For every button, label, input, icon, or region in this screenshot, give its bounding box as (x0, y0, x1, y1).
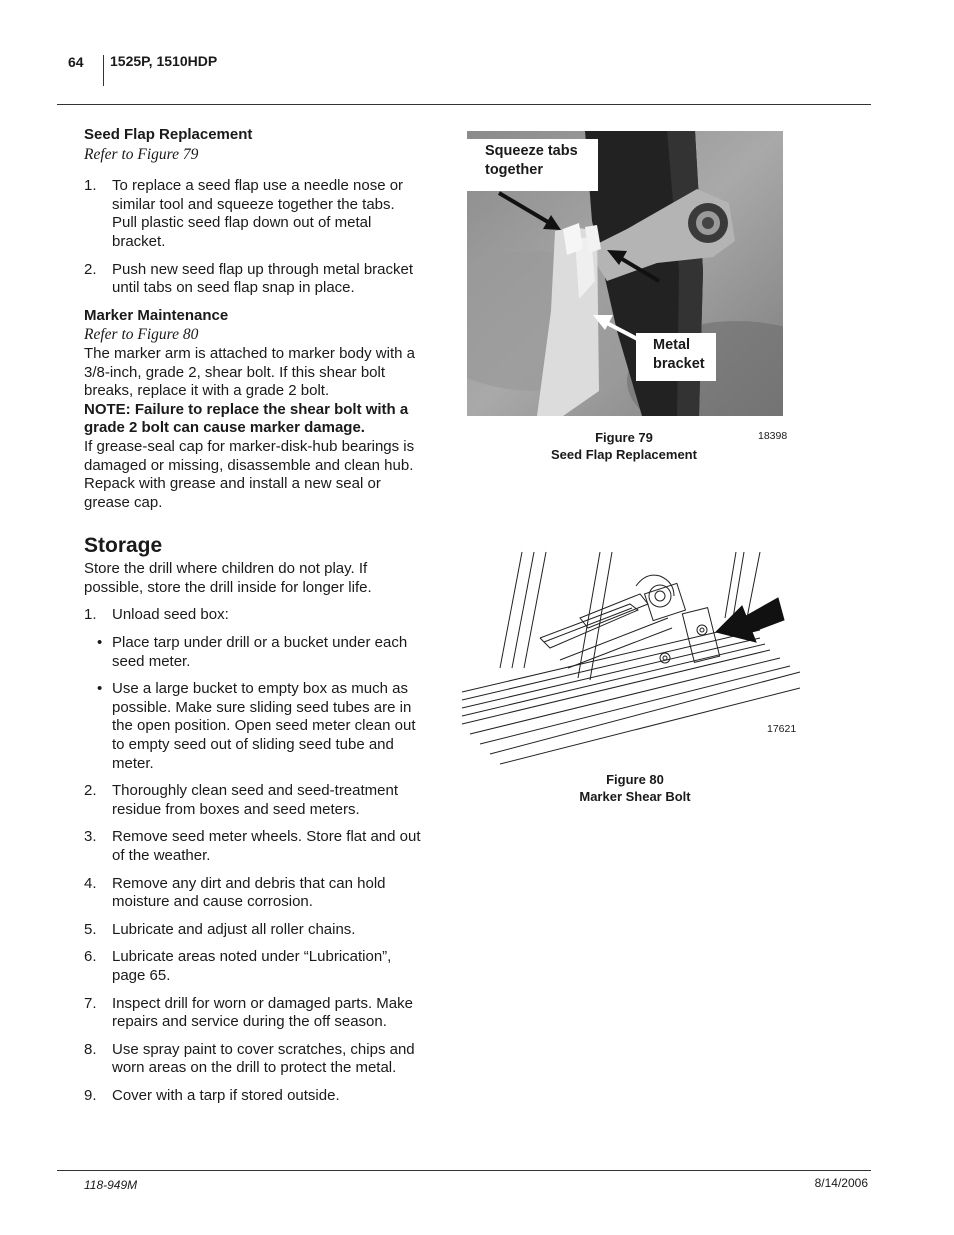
callout-metal-bracket: Metal bracket (636, 333, 716, 381)
footer-rule (57, 1170, 871, 1171)
step-number: 9. (84, 1086, 97, 1104)
step-text: Lubricate areas noted under “Lubrication”, page 65. (112, 948, 392, 984)
bullet-item (84, 680, 422, 773)
bullet-text: Use a large bucket to empty box as much as possible. Make sure sliding seed tubes are in the open position. Open seed meter clean out to empty seed out of sliding seed tube and meter. (112, 680, 416, 772)
step-text: Remove seed meter wheels. Store flat and out of the weather. (112, 828, 421, 864)
marker-paragraph: The marker arm is attached to marker body with a 3/8-inch, grade 2, shear bolt. If this shear bolt breaks, replace it with a grade 2 bolt. (84, 344, 415, 400)
step-text: Unload seed box: (112, 606, 229, 624)
revision-date: 8/14/2006 (814, 1176, 868, 1190)
storage-intro: Store the drill where children do not play. If possible, store the drill inside for longer life. (84, 560, 372, 596)
list-item (84, 782, 422, 819)
step-text: Lubricate and adjust all roller chains. (112, 920, 356, 938)
storage-steps (84, 606, 422, 1105)
seed-flap-figure-ref: Refer to Figure 79 (84, 145, 199, 163)
step-number: 2. (84, 260, 97, 278)
step-number: 1. (84, 177, 97, 195)
grease-paragraph: If grease-seal cap for marker-disk-hub bearings is damaged or missing, disassemble and clean hub. Repack with grease and install a new seal or grease cap. (84, 437, 415, 511)
seed-flap-steps (84, 177, 422, 298)
step-text: Push new seed flap up through metal bracket until tabs on seed flap snap in place. (112, 260, 414, 297)
figure-79-photo (467, 131, 783, 416)
step-text: Thoroughly clean seed and seed-treatment residue from boxes and seed meters. (112, 782, 399, 818)
list-item (84, 875, 422, 912)
step-number: 3. (84, 828, 97, 846)
figure-80-caption (535, 771, 735, 805)
list-item (84, 606, 422, 625)
step-text: Use spray paint to cover scratches, chips and worn areas on the drill to protect the metal. (112, 1040, 415, 1077)
header-divider (103, 55, 104, 86)
storage-heading: Storage (84, 534, 163, 558)
figure-79-code: 18398 (758, 430, 788, 442)
step-text: Remove any dirt and debris that can hold moisture and cause corrosion. (112, 874, 386, 911)
list-item (84, 921, 422, 940)
figure-80-code: 17621 (767, 723, 797, 735)
list-item (84, 948, 422, 985)
list-item (84, 828, 422, 865)
marker-shear-bolt-illustration (460, 548, 805, 770)
header-rule (57, 104, 871, 105)
list-item (84, 995, 422, 1032)
step-number: 1. (84, 606, 97, 624)
figure-80-title: Marker Shear Bolt (579, 789, 691, 804)
bullet-mark: • (97, 634, 103, 652)
marker-heading: Marker Maintenance (84, 306, 229, 324)
list-item (84, 1041, 422, 1078)
step-text: Cover with a tarp if stored outside. (112, 1086, 340, 1104)
step-text: Inspect drill for worn or damaged parts. Make repairs and service during the off season. (112, 994, 413, 1031)
figure-79-caption (524, 429, 724, 463)
list-item (84, 261, 422, 298)
step-number: 6. (84, 948, 97, 966)
step-number: 4. (84, 874, 97, 892)
step-number: 2. (84, 782, 97, 800)
bullet-item (84, 634, 422, 671)
step-text: To replace a seed flap use a needle nose or similar tool and squeeze together the tabs. Pull plastic seed flap down out of metal bracket. (112, 177, 404, 250)
step-number: 8. (84, 1040, 97, 1058)
model-title: 1525P, 1510HDP (110, 53, 218, 69)
bullet-group (84, 634, 422, 773)
bullet-text: Place tarp under drill or a bucket under each seed meter. (112, 634, 408, 670)
list-item (84, 177, 422, 251)
seed-flap-heading: Seed Flap Replacement (84, 126, 253, 143)
figure-80-drawing (460, 548, 805, 770)
left-column (84, 126, 422, 1106)
figure-79-title: Seed Flap Replacement (551, 447, 697, 462)
figure-79-number: Figure 79 (595, 430, 653, 445)
bullet-mark: • (97, 680, 103, 698)
list-item (84, 1087, 422, 1106)
figure-80-number: Figure 80 (606, 772, 664, 787)
document-number: 118-949M (84, 1178, 138, 1192)
step-number: 5. (84, 920, 97, 938)
page-number: 64 (68, 54, 84, 70)
step-number: 7. (84, 994, 97, 1012)
marker-figure-ref: Refer to Figure 80 (84, 326, 199, 344)
callout-squeeze-tabs: Squeeze tabs together (467, 139, 598, 191)
note-text: NOTE: Failure to replace the shear bolt with a grade 2 bolt can cause marker damage. (84, 400, 409, 437)
